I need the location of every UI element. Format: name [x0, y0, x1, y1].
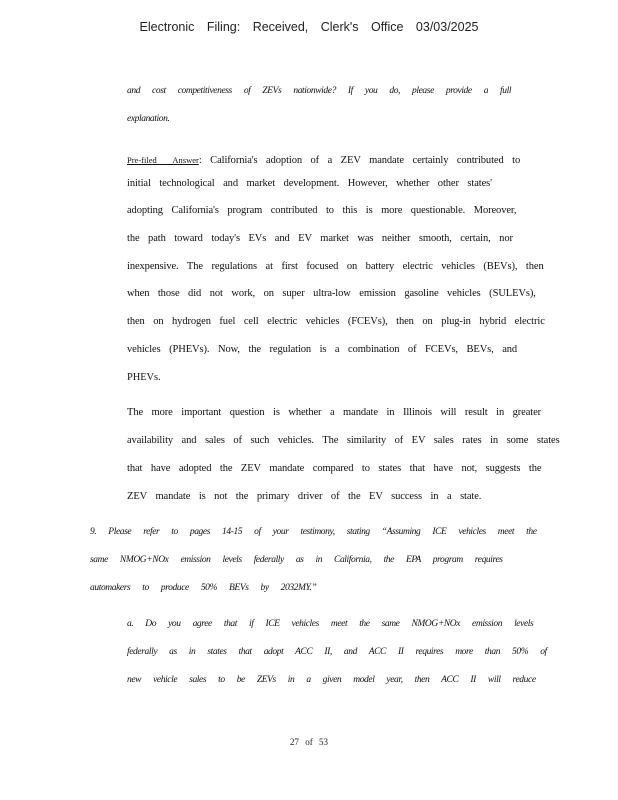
prefiled-answer-label: Pre-filed Answer — [127, 155, 199, 165]
answer-line: when those did not work, on super ultra-low emission gasoline vehicles (SULEVs), — [127, 288, 536, 299]
question-line: new vehicle sales to be ZEVs in a given model year, then ACC II will reduce — [127, 675, 536, 685]
answer-line: inexpensive. The regulations at first focused on battery electric vehicles (BEVs), then — [127, 261, 544, 272]
answer-line: availability and sales of such vehicles. The similarity of EV sales rates in some states — [127, 435, 560, 446]
answer-line: vehicles (PHEVs). Now, the regulation is a combination of FCEVs, BEVs, and — [127, 344, 518, 355]
filing-header: Electronic Filing: Received, Clerk's Office 03/03/2025 — [139, 20, 479, 34]
answer-line: The more important question is whether a mandate in Illinois will result in greater — [127, 407, 542, 418]
question-line: automakers to produce 50% BEVs by 2032MY.” — [90, 583, 317, 593]
question-line: federally as in states that adopt ACC II, and ACC II requires more than 50% of — [127, 647, 547, 657]
answer-line: adopting California's program contributed to this is more questionable. Moreover, — [127, 205, 517, 216]
question-line: same NMOG+NOx emission levels federally as in California, the EPA program requires — [90, 555, 503, 565]
answer-line: ZEV mandate is not the primary driver of the EV success in a state. — [127, 491, 482, 502]
answer-line: the path toward today's EVs and EV market was neither smooth, certain, nor — [127, 233, 513, 244]
question-line: explanation. — [127, 114, 170, 124]
answer-line: PHEVs. — [127, 372, 161, 383]
answer-line: that have adopted the ZEV mandate compared to states that have not, suggests the — [127, 463, 542, 474]
answer-line: initial technological and market development. However, whether other states' — [127, 178, 492, 189]
answer-first-line — [127, 150, 520, 168]
question-line: a. Do you agree that if ICE vehicles meet the same NMOG+NOx emission levels — [127, 619, 534, 629]
page-number: 27 of 53 — [290, 737, 328, 747]
answer-line-text: : California's adoption of a ZEV mandate certainly contributed to — [198, 155, 521, 166]
question-line: and cost competitiveness of ZEVs nationwide? If you do, please provide a full — [127, 86, 512, 96]
question-line: 9. Please refer to pages 14-15 of your testimony, stating “Assuming ICE vehicles meet the — [90, 527, 537, 537]
answer-line: then on hydrogen fuel cell electric vehicles (FCEVs), then on plug-in hybrid electric — [127, 316, 545, 327]
